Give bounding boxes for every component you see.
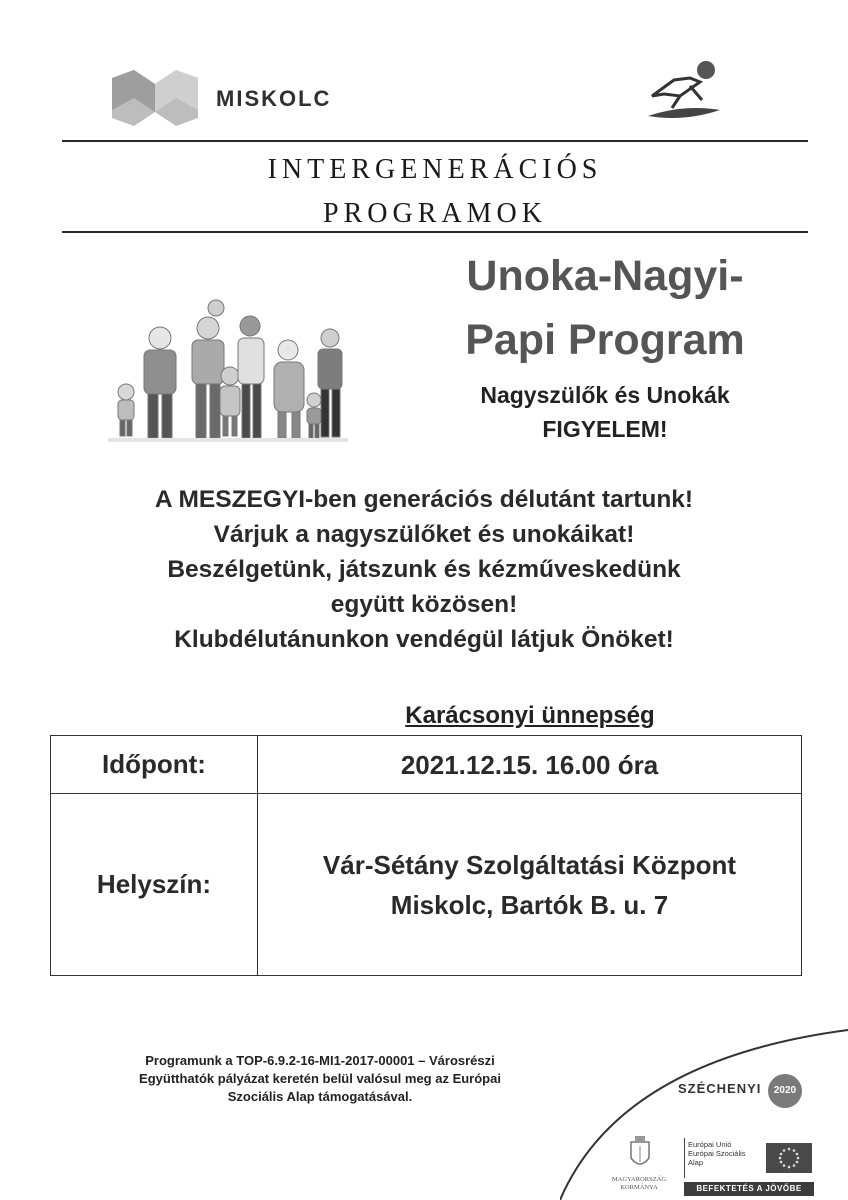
invest-banner: BEFEKTETÉS A JÖVŐBE (684, 1182, 814, 1196)
time-value: 2021.12.15. 16.00 óra (258, 736, 802, 794)
place-value (258, 794, 802, 976)
funding-line1: Programunk a TOP-6.9.2-16-MI1-2017-00001 – Városrészi (145, 1053, 495, 1068)
hungarian-crest-icon (625, 1134, 655, 1174)
program-subtitle (420, 378, 790, 446)
funding-line2: Együtthatók pályázat keretén belül valósul meg az Európai (139, 1071, 501, 1086)
table-row (51, 736, 802, 794)
header-title-line2: PROGRAMOK (323, 198, 547, 229)
eu-label (688, 1140, 746, 1167)
invitation-line: Beszélgetünk, játszunk és kézműveskedünk (167, 556, 681, 583)
program-subtitle-line2: FIGYELEM! (542, 416, 668, 442)
header-title-line1: INTERGENERÁCIÓS (267, 154, 603, 185)
eu-line1: Európai Unió (688, 1140, 732, 1149)
header-rule-bottom (62, 231, 808, 233)
time-label: Időpont: (51, 736, 258, 794)
table-row (51, 794, 802, 976)
event-info-table (50, 735, 802, 976)
eu-flag-icon (766, 1143, 812, 1173)
szechenyi-2020-badge: 2020 (768, 1074, 802, 1108)
program-title-line1: Unoka-Nagyi- (466, 252, 744, 300)
place-line2: Miskolc, Bartók B. u. 7 (390, 889, 669, 920)
funding-note (80, 1052, 560, 1106)
place-label: Helyszín: (51, 794, 258, 976)
invitation-line: Várjuk a nagyszülőket és unokáikat! (213, 521, 635, 548)
program-title-line2: Papi Program (465, 316, 745, 364)
invitation-line: együtt közösen! (330, 591, 518, 618)
header-rule-top (62, 140, 808, 142)
government-label (594, 1176, 684, 1192)
place-line1: Vár-Sétány Szolgáltatási Központ (322, 849, 737, 880)
event-title: Karácsonyi ünnepség (405, 702, 655, 729)
government-line2: KORMÁNYA (620, 1184, 658, 1191)
eu-line3: Alap (688, 1158, 704, 1167)
program-title (420, 244, 790, 372)
invitation-line: Klubdélutánunkon vendégül látjuk Önöket! (174, 626, 674, 653)
government-line1: MAGYARORSZÁG (611, 1176, 667, 1183)
funding-line3: Szociális Alap támogatásával. (227, 1089, 413, 1104)
eu-line2: Európai Szociális (688, 1149, 746, 1158)
invitation-text (40, 482, 808, 657)
miskolc-logo-icon (112, 70, 198, 126)
family-illustration (108, 298, 348, 446)
header-title (62, 148, 808, 236)
skateboarder-logo-icon (644, 56, 724, 124)
brand-name: MISKOLC (216, 86, 332, 111)
program-subtitle-line1: Nagyszülők és Unokák (480, 382, 730, 408)
szechenyi-label: SZÉCHENYI (678, 1081, 762, 1096)
invitation-line: A MESZEGYI-ben generációs délutánt tartunk! (154, 486, 694, 513)
